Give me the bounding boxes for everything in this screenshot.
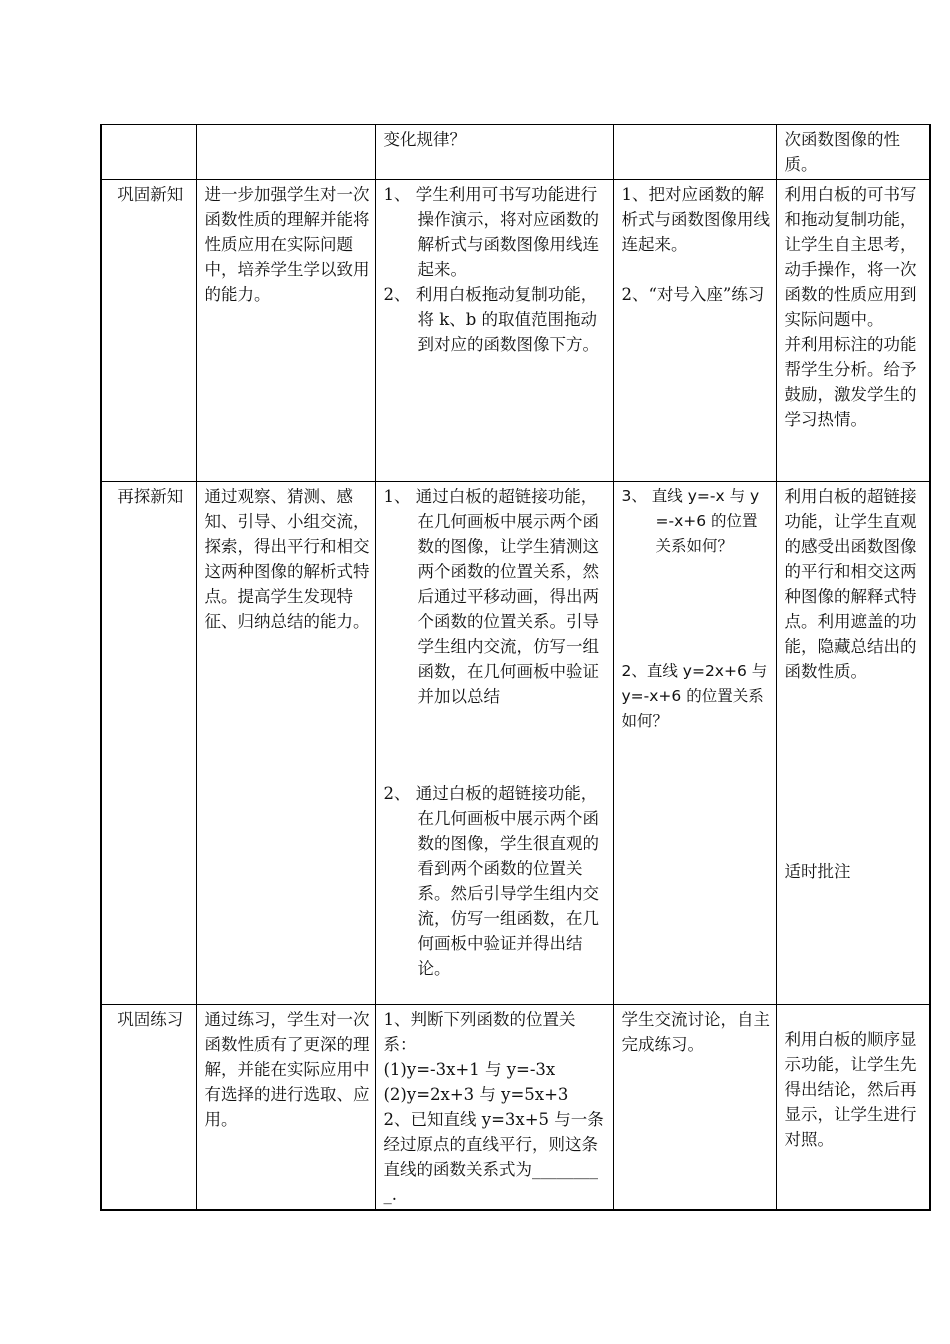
stage-cell: 巩固新知	[101, 180, 196, 482]
intent-text: 并利用标注的功能帮学生分析。给予鼓励，激发学生的学习热情。	[784, 335, 917, 429]
activity-item: 2、 利用白板拖动复制功能，将 k、b 的取值范围拖动到对应的函数图像下方。	[383, 285, 599, 354]
activity-item: 1、 通过白板的超链接功能，在几何画板中展示两个函数的图像，让学生猜测这两个函数的位置关系，然后通过平移动画，得出两个函数的位置关系。引导学生组内交流，仿写一组函数，在几何画板中验证并加以总结	[383, 487, 599, 706]
table-row	[101, 1005, 930, 1211]
task-item: 2、“对号入座”练习	[621, 285, 765, 304]
task-cell	[613, 125, 776, 180]
stage-cell: 再探新知	[101, 482, 196, 1005]
activity-item: 2、 通过白板的超链接功能，在几何画板中展示两个函数的图像，学生很直观的看到两个函数的位置关系。然后引导学生组内交流，仿写一组函数，在几何画板中验证并得出结论。	[383, 784, 599, 978]
activity-item: (1)y=-3x+1 与 y=-3x	[383, 1060, 556, 1079]
intent-cell	[776, 1005, 930, 1211]
task-item: 3、 直线 y=-x 与 y=-x+6 的位置关系如何？	[621, 487, 760, 555]
activity-cell	[375, 1005, 613, 1211]
intent-text: 利用白板的可书写和拖动复制功能，让学生自主思考，动手操作，将一次函数的性质应用到实际问题中。	[784, 185, 917, 329]
intent-cell	[776, 125, 930, 180]
activity-item: 1、判断下列函数的位置关系：	[383, 1010, 576, 1054]
lesson-plan-table	[100, 124, 931, 1211]
intent-cell	[776, 482, 930, 1005]
intent-text: 利用白板的超链接功能，让学生直观的感受出函数图像的平行和相交这两种图像的解释式特点。利用遮盖的功能，隐藏总结出的函数性质。	[784, 487, 917, 681]
intent-text: 利用白板的顺序显示功能，让学生先得出结论，然后再显示，让学生进行对照。	[784, 1030, 917, 1149]
stage-cell	[101, 125, 196, 180]
activity-cell	[375, 125, 613, 180]
intent-text: 次函数图像的性质。	[784, 130, 900, 174]
activity-item: (2)y=2x+3 与 y=5x+3	[383, 1085, 569, 1104]
intent-cell	[776, 180, 930, 482]
task-item: 2、直线 y=2x+6 与 y=-x+6 的位置关系如何？	[621, 662, 768, 730]
activity-item: 1、 学生利用可书写功能进行操作演示，将对应函数的解析式与函数图像用线连起来。	[383, 185, 599, 279]
goal-cell	[196, 125, 375, 180]
table-row	[101, 125, 930, 180]
activity-cell	[375, 482, 613, 1005]
stage-cell: 巩固练习	[101, 1005, 196, 1211]
task-cell	[613, 1005, 776, 1211]
task-cell	[613, 482, 776, 1005]
table-row	[101, 482, 930, 1005]
table-row	[101, 180, 930, 482]
task-item: 1、把对应函数的解析式与函数图像用线连起来。	[621, 185, 770, 254]
activity-item: 2、已知直线 y=3x+5 与一条经过原点的直线平行，则这条直线的函数关系式为_________.	[383, 1110, 604, 1204]
intent-text: 适时批注	[784, 862, 851, 881]
goal-cell: 进一步加强学生对一次函数性质的理解并能将性质应用在实际问题中，培养学生学以致用的能力。	[196, 180, 375, 482]
activity-cell	[375, 180, 613, 482]
task-cell	[613, 180, 776, 482]
goal-cell: 通过练习，学生对一次函数性质有了更深的理解，并能在实际应用中有选择的进行选取、应用。	[196, 1005, 375, 1211]
goal-cell: 通过观察、猜测、感知、引导、小组交流，探索，得出平行和相交这两种图像的解析式特点。提高学生发现特征、归纳总结的能力。	[196, 482, 375, 1005]
activity-text: 变化规律？	[383, 130, 466, 149]
task-item: 学生交流讨论，自主完成练习。	[621, 1010, 770, 1054]
